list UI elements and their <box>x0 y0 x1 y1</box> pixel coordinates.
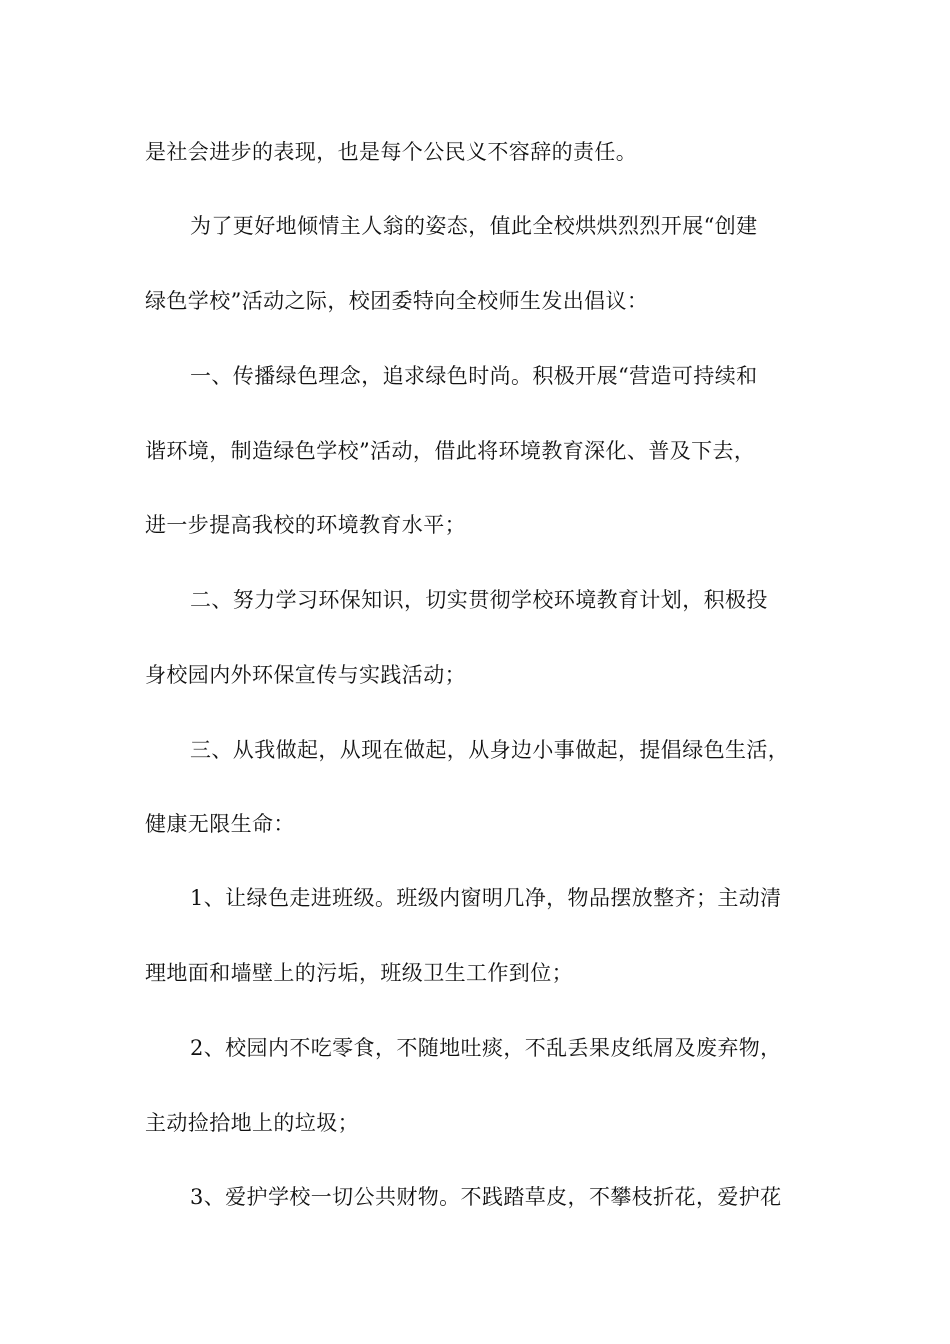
text-line-13: 2、校园内不吃零食，不随地吐痰，不乱丢果皮纸屑及废弃物， <box>190 1036 782 1060</box>
text-line-3: 绿色学校”活动之际，校团委特向全校师生发出倡议： <box>145 289 649 313</box>
text-line-11: 1、让绿色走进班级。班级内窗明几净，物品摆放整齐；主动清 <box>190 886 782 910</box>
text-line-10: 健康无限生命： <box>145 812 295 836</box>
text-line-2: 为了更好地倾情主人翁的姿态，值此全校烘烘烈烈开展“创建 <box>190 214 758 238</box>
text-line-8: 身校园内外环保宣传与实践活动； <box>145 663 466 687</box>
text-line-6: 进一步提高我校的环境教育水平； <box>145 513 466 537</box>
text-line-5: 谐环境，制造绿色学校”活动，借此将环境教育深化、普及下去， <box>145 439 756 463</box>
text-line-7: 二、努力学习环保知识，切实贯彻学校环境教育计划，积极投 <box>190 588 768 612</box>
text-line-12: 理地面和墙壁上的污垢，班级卫生工作到位； <box>145 961 573 985</box>
text-line-1: 是社会进步的表现，也是每个公民义不容辞的责任。 <box>145 140 638 164</box>
text-line-15: 3、爱护学校一切公共财物。不践踏草皮，不攀枝折花，爱护花 <box>190 1185 782 1209</box>
text-line-4: 一、传播绿色理念，追求绿色时尚。积极开展“营造可持续和 <box>190 364 758 388</box>
text-line-14: 主动捡拾地上的垃圾； <box>145 1111 359 1135</box>
text-line-9: 三、从我做起，从现在做起，从身边小事做起，提倡绿色生活， <box>190 738 790 762</box>
